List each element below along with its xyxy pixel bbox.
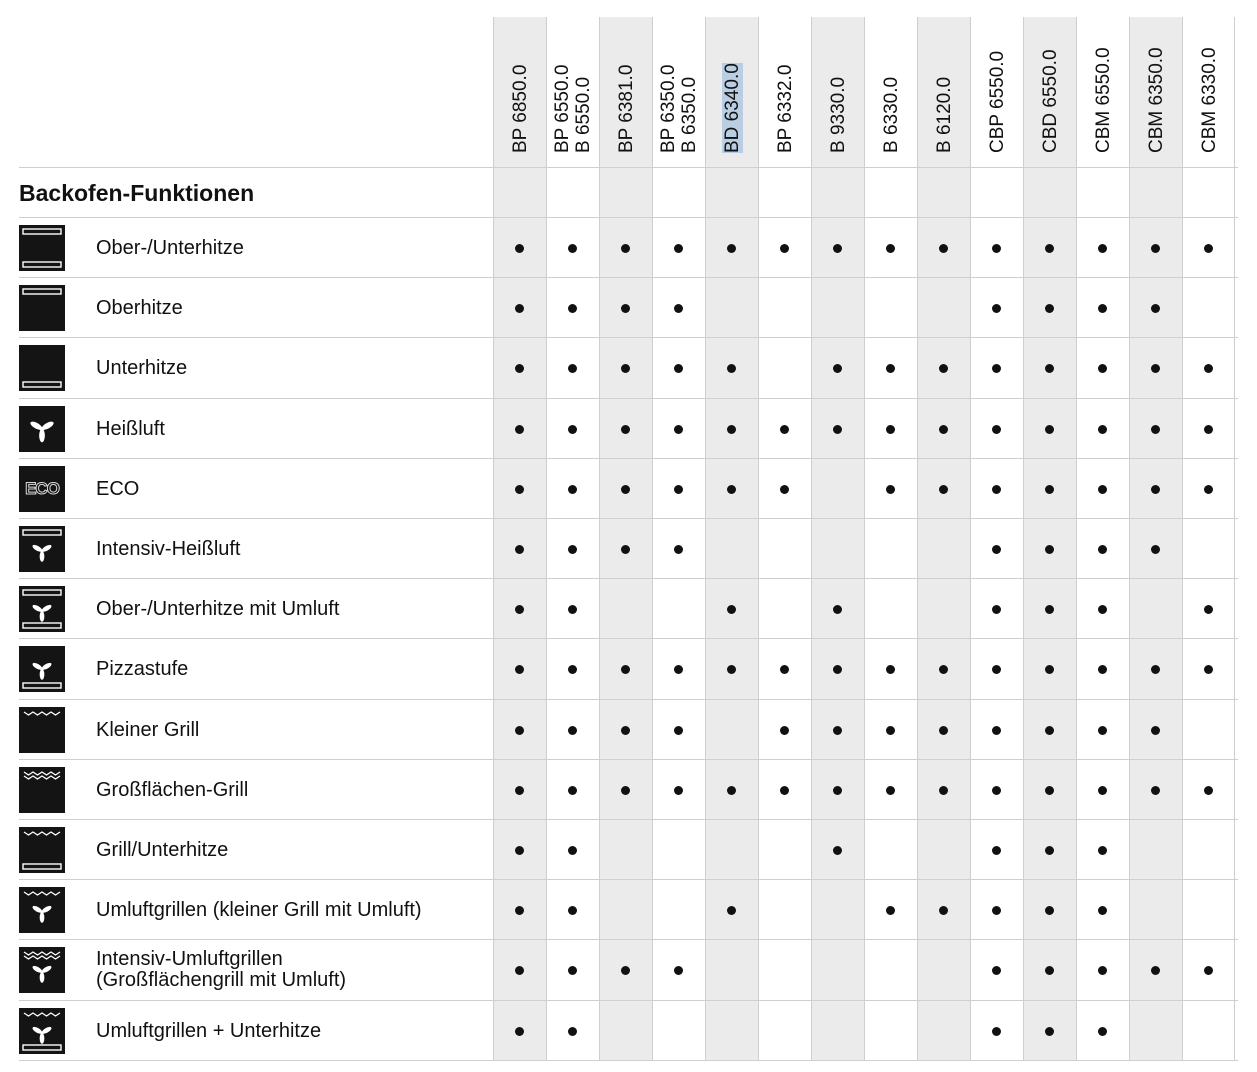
availability-dot xyxy=(568,605,577,614)
availability-dot xyxy=(1045,846,1054,855)
availability-dot xyxy=(1045,545,1054,554)
model-name-line: CBM 6330.0 xyxy=(1199,47,1220,153)
model-name-line: CBM 6550.0 xyxy=(1093,47,1114,153)
model-name xyxy=(881,77,902,153)
availability-dot xyxy=(833,846,842,855)
function-row xyxy=(0,880,1257,940)
availability-dot xyxy=(1151,244,1160,253)
model-name xyxy=(616,65,637,153)
availability-dot xyxy=(1098,364,1107,373)
availability-dot xyxy=(674,364,683,373)
model-name xyxy=(1093,47,1114,153)
availability-dot xyxy=(939,786,948,795)
availability-dot xyxy=(1045,1027,1054,1036)
availability-dot xyxy=(621,786,630,795)
model-header xyxy=(1024,17,1077,167)
availability-dot xyxy=(1151,665,1160,674)
availability-dot xyxy=(1204,786,1213,795)
availability-dot xyxy=(674,425,683,434)
availability-dot xyxy=(568,485,577,494)
availability-dot xyxy=(1045,665,1054,674)
availability-dot xyxy=(780,726,789,735)
availability-dot xyxy=(727,605,736,614)
availability-dot xyxy=(568,364,577,373)
availability-dot xyxy=(621,364,630,373)
model-header xyxy=(1077,17,1130,167)
availability-dot xyxy=(1098,605,1107,614)
top-bottom-heat-icon xyxy=(19,225,65,271)
model-header xyxy=(971,17,1024,167)
availability-dot xyxy=(886,485,895,494)
availability-dot xyxy=(1045,605,1054,614)
model-header xyxy=(812,17,865,167)
availability-dot xyxy=(674,665,683,674)
model-name xyxy=(828,77,849,153)
availability-dot xyxy=(833,364,842,373)
availability-dot xyxy=(1098,846,1107,855)
model-name-line: BP 6332.0 xyxy=(775,64,796,153)
availability-dot xyxy=(886,665,895,674)
availability-dot xyxy=(674,244,683,253)
availability-dot xyxy=(621,485,630,494)
availability-dot xyxy=(1098,1027,1107,1036)
availability-dot xyxy=(568,304,577,313)
bottom-heat-icon xyxy=(19,345,65,391)
availability-dot xyxy=(833,605,842,614)
availability-dot xyxy=(621,244,630,253)
availability-dot xyxy=(1045,726,1054,735)
function-label: Intensiv-Umluftgrillen (Großflächengrill mit Umluft) xyxy=(96,948,347,991)
model-name xyxy=(658,65,700,153)
availability-dot xyxy=(1045,304,1054,313)
section-title: Backofen-Funktionen xyxy=(19,180,255,206)
availability-dot xyxy=(515,665,524,674)
availability-dot xyxy=(886,726,895,735)
availability-dot xyxy=(1098,485,1107,494)
availability-dot xyxy=(1098,244,1107,253)
function-label: Heißluft xyxy=(96,417,165,440)
fan-icon xyxy=(19,406,65,452)
availability-dot xyxy=(674,485,683,494)
availability-dot xyxy=(1204,485,1213,494)
availability-dot xyxy=(1098,425,1107,434)
availability-dot xyxy=(621,425,630,434)
availability-dot xyxy=(568,425,577,434)
large-grill-fan-icon xyxy=(19,947,65,993)
model-header xyxy=(494,17,547,167)
availability-dot xyxy=(1098,545,1107,554)
model-name-line: B 9330.0 xyxy=(828,76,849,153)
model-name-line: BP 6350.0 xyxy=(658,64,679,153)
availability-dot xyxy=(833,425,842,434)
availability-dot xyxy=(621,726,630,735)
model-header xyxy=(547,17,600,167)
availability-dot xyxy=(1045,485,1054,494)
model-header xyxy=(1130,17,1183,167)
availability-dot xyxy=(515,1027,524,1036)
function-row xyxy=(0,1001,1257,1061)
availability-dot xyxy=(515,605,524,614)
availability-dot xyxy=(992,605,1001,614)
model-name xyxy=(552,65,594,153)
availability-dot xyxy=(992,846,1001,855)
fan-top-heat-icon xyxy=(19,526,65,572)
availability-dot xyxy=(1098,966,1107,975)
availability-dot xyxy=(727,786,736,795)
availability-dot xyxy=(1151,304,1160,313)
function-label: Kleiner Grill xyxy=(96,718,200,741)
availability-dot xyxy=(1204,364,1213,373)
availability-dot xyxy=(1204,966,1213,975)
availability-dot xyxy=(568,244,577,253)
availability-dot xyxy=(992,966,1001,975)
availability-dot xyxy=(992,304,1001,313)
availability-dot xyxy=(674,304,683,313)
availability-dot xyxy=(568,846,577,855)
availability-dot xyxy=(886,786,895,795)
availability-dot xyxy=(568,1027,577,1036)
model-name xyxy=(1199,47,1220,153)
model-name xyxy=(722,63,743,153)
eco-icon xyxy=(19,466,65,512)
availability-dot xyxy=(1098,906,1107,915)
availability-dot xyxy=(939,665,948,674)
availability-dot xyxy=(780,425,789,434)
small-grill-fan-icon xyxy=(19,887,65,933)
availability-dot xyxy=(515,364,524,373)
availability-dot xyxy=(1151,545,1160,554)
grill-bottom-heat-icon xyxy=(19,827,65,873)
availability-dot xyxy=(833,726,842,735)
availability-dot xyxy=(992,786,1001,795)
availability-dot xyxy=(992,545,1001,554)
availability-dot xyxy=(833,244,842,253)
availability-dot xyxy=(674,726,683,735)
availability-dot xyxy=(515,244,524,253)
availability-dot xyxy=(1098,665,1107,674)
availability-dot xyxy=(1098,304,1107,313)
small-grill-icon xyxy=(19,707,65,753)
availability-dot xyxy=(727,244,736,253)
large-grill-icon xyxy=(19,767,65,813)
availability-dot xyxy=(939,425,948,434)
availability-dot xyxy=(992,425,1001,434)
availability-dot xyxy=(568,786,577,795)
row-divider xyxy=(19,167,1238,168)
availability-dot xyxy=(886,425,895,434)
fan-bottom-heat-icon xyxy=(19,646,65,692)
availability-dot xyxy=(568,665,577,674)
availability-dot xyxy=(515,304,524,313)
availability-dot xyxy=(833,786,842,795)
availability-dot xyxy=(833,665,842,674)
availability-dot xyxy=(992,244,1001,253)
model-name-line: BD 6340.0 xyxy=(722,63,743,153)
availability-dot xyxy=(674,786,683,795)
availability-dot xyxy=(1098,726,1107,735)
availability-dot xyxy=(886,364,895,373)
availability-dot xyxy=(1151,425,1160,434)
availability-dot xyxy=(1045,244,1054,253)
availability-dot xyxy=(727,906,736,915)
availability-dot xyxy=(1045,786,1054,795)
function-row xyxy=(0,820,1257,880)
function-label: Großflächen-Grill xyxy=(96,778,249,801)
function-label: Ober-/Unterhitze mit Umluft xyxy=(96,597,340,620)
availability-dot xyxy=(727,665,736,674)
function-label: Unterhitze xyxy=(96,356,188,379)
model-header xyxy=(918,17,971,167)
model-name xyxy=(934,77,955,153)
model-header xyxy=(653,17,706,167)
availability-dot xyxy=(568,545,577,554)
model-name xyxy=(987,51,1008,153)
function-label: Ober-/Unterhitze xyxy=(96,236,244,259)
availability-dot xyxy=(780,244,789,253)
availability-dot xyxy=(780,485,789,494)
availability-dot xyxy=(515,726,524,735)
availability-dot xyxy=(992,665,1001,674)
top-heat-icon xyxy=(19,285,65,331)
availability-dot xyxy=(1204,244,1213,253)
availability-dot xyxy=(674,545,683,554)
availability-dot xyxy=(515,425,524,434)
availability-dot xyxy=(939,244,948,253)
availability-dot xyxy=(1098,786,1107,795)
model-name-line: BP 6550.0 xyxy=(552,64,573,153)
availability-dot xyxy=(568,906,577,915)
model-name-line: CBD 6550.0 xyxy=(1040,49,1061,153)
function-label: Intensiv-Heißluft xyxy=(96,537,241,560)
model-name xyxy=(1146,47,1167,153)
model-name xyxy=(1040,49,1061,153)
availability-dot xyxy=(939,364,948,373)
model-name-line: CBP 6550.0 xyxy=(987,50,1008,153)
availability-dot xyxy=(1151,726,1160,735)
availability-dot xyxy=(1045,364,1054,373)
availability-dot xyxy=(992,1027,1001,1036)
availability-dot xyxy=(939,906,948,915)
availability-dot xyxy=(1151,966,1160,975)
model-header xyxy=(706,17,759,167)
availability-dot xyxy=(992,726,1001,735)
availability-dot xyxy=(1151,786,1160,795)
model-name-line: B 6330.0 xyxy=(881,76,902,153)
function-row xyxy=(0,579,1257,639)
availability-dot xyxy=(621,665,630,674)
eco-icon-text: ECO xyxy=(25,479,59,498)
availability-dot xyxy=(939,485,948,494)
availability-dot xyxy=(992,485,1001,494)
availability-dot xyxy=(621,966,630,975)
availability-dot xyxy=(992,364,1001,373)
availability-dot xyxy=(1204,605,1213,614)
availability-dot xyxy=(1204,425,1213,434)
availability-dot xyxy=(674,966,683,975)
function-label: ECO xyxy=(96,477,140,500)
availability-dot xyxy=(1045,966,1054,975)
availability-dot xyxy=(515,846,524,855)
model-name-line: BP 6850.0 xyxy=(510,64,531,153)
availability-dot xyxy=(515,485,524,494)
availability-dot xyxy=(886,906,895,915)
model-header xyxy=(600,17,653,167)
availability-dot xyxy=(515,906,524,915)
fan-top-bottom-heat-icon xyxy=(19,586,65,632)
availability-dot xyxy=(1045,906,1054,915)
model-name-line: B 6550.0 xyxy=(573,76,594,153)
availability-dot xyxy=(939,726,948,735)
availability-dot xyxy=(1151,364,1160,373)
availability-dot xyxy=(727,485,736,494)
model-header xyxy=(865,17,918,167)
availability-dot xyxy=(992,906,1001,915)
availability-dot xyxy=(568,966,577,975)
availability-dot xyxy=(780,786,789,795)
function-label: Oberhitze xyxy=(96,296,183,319)
grill-fan-bottom-heat-icon xyxy=(19,1008,65,1054)
availability-dot xyxy=(1204,665,1213,674)
availability-dot xyxy=(1045,425,1054,434)
model-header xyxy=(1183,17,1236,167)
model-name-line: CBM 6350.0 xyxy=(1146,47,1167,153)
availability-dot xyxy=(568,726,577,735)
availability-dot xyxy=(621,545,630,554)
function-label: Pizzastufe xyxy=(96,657,189,680)
model-name-line: B 6120.0 xyxy=(934,76,955,153)
model-name-line: B 6350.0 xyxy=(679,76,700,153)
availability-dot xyxy=(886,244,895,253)
model-name-line: BP 6381.0 xyxy=(616,64,637,153)
availability-dot xyxy=(780,665,789,674)
function-label: Umluftgrillen (kleiner Grill mit Umluft) xyxy=(96,898,422,921)
availability-dot xyxy=(727,425,736,434)
model-header xyxy=(759,17,812,167)
availability-dot xyxy=(515,966,524,975)
availability-dot xyxy=(1151,485,1160,494)
availability-dot xyxy=(515,545,524,554)
model-name xyxy=(775,65,796,153)
availability-dot xyxy=(515,786,524,795)
function-label: Grill/Unterhitze xyxy=(96,838,229,861)
function-label: Umluftgrillen + Unterhitze xyxy=(96,1019,322,1042)
model-name xyxy=(510,65,531,153)
availability-dot xyxy=(621,304,630,313)
availability-dot xyxy=(727,364,736,373)
